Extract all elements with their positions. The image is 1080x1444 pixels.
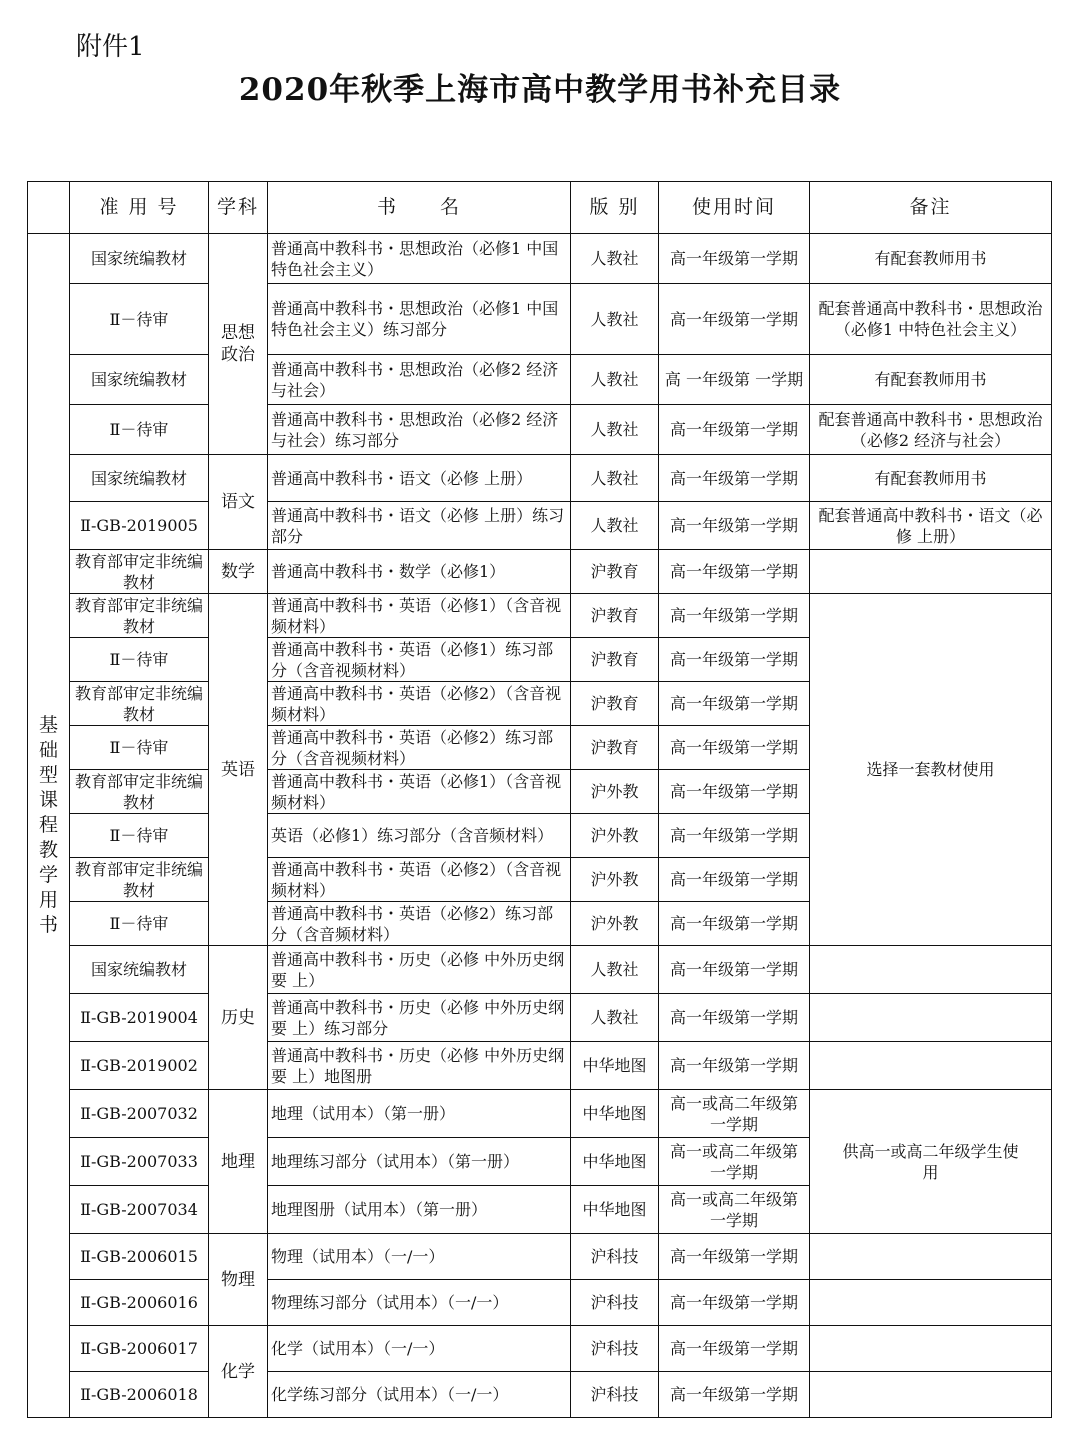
publisher-cell: 沪科技: [571, 1234, 659, 1280]
remarks-cell: 有配套教师用书: [810, 234, 1052, 284]
publisher-cell: 沪教育: [571, 726, 659, 770]
subject-math: 数学: [209, 550, 268, 594]
book-name-cell: 普通高中教科书・英语（必修2）（含音视频材料）: [268, 682, 571, 726]
usage-time-cell: 高一或高二年级第一学期: [659, 1186, 810, 1234]
usage-time-cell: 高一年级第一学期: [659, 284, 810, 355]
subject-politics: 思想政治: [209, 234, 268, 455]
publisher-cell: 沪教育: [571, 594, 659, 638]
table-row: [28, 994, 1052, 1042]
usage-time-cell: 高一或高二年级第一学期: [659, 1090, 810, 1138]
textbook-catalog-table: [27, 181, 1052, 1418]
publisher-cell: 人教社: [571, 355, 659, 405]
remarks-cell: [810, 946, 1052, 994]
subject-english: 英语: [209, 594, 268, 946]
approval-no-cell: 国家统编教材: [70, 234, 209, 284]
approval-no-cell: 教育部审定非统编教材: [70, 770, 209, 814]
remarks-cell: 配套普通高中教科书・语文（必修 上册）: [810, 502, 1052, 550]
usage-time-cell: 高一年级第一学期: [659, 594, 810, 638]
book-name-cell: 化学练习部分（试用本）（一/一）: [268, 1372, 571, 1418]
usage-time-cell: 高一年级第一学期: [659, 502, 810, 550]
usage-time-cell: 高一年级第一学期: [659, 994, 810, 1042]
approval-no-cell: 教育部审定非统编教材: [70, 858, 209, 902]
book-name-cell: 普通高中教科书・英语（必修1）（含音视频材料）: [268, 594, 571, 638]
header-subject: 学科: [209, 182, 268, 234]
book-name-cell: 普通高中教科书・数学（必修1）: [268, 550, 571, 594]
usage-time-cell: 高一年级第一学期: [659, 814, 810, 858]
annex-label: 附件1: [76, 32, 145, 62]
publisher-cell: 人教社: [571, 946, 659, 994]
book-name-cell: 普通高中教科书・思想政治（必修1 中国特色社会主义）练习部分: [268, 284, 571, 355]
usage-time-cell: 高一年级第一学期: [659, 1326, 810, 1372]
book-name-cell: 普通高中教科书・历史（必修 中外历史纲要 上）: [268, 946, 571, 994]
publisher-cell: 沪外教: [571, 814, 659, 858]
table-row: [28, 594, 1052, 638]
usage-time-cell: 高一年级第一学期: [659, 1280, 810, 1326]
usage-time-cell: 高一年级第一学期: [659, 1372, 810, 1418]
book-name-cell: 地理练习部分（试用本）（第一册）: [268, 1138, 571, 1186]
table-row: [28, 1326, 1052, 1372]
table-row: [28, 550, 1052, 594]
header-usage-time: 使用时间: [659, 182, 810, 234]
table-row: [28, 1234, 1052, 1280]
table-row: [28, 946, 1052, 994]
approval-no-cell: 教育部审定非统编教材: [70, 550, 209, 594]
publisher-cell: 沪科技: [571, 1326, 659, 1372]
approval-no-cell: 国家统编教材: [70, 455, 209, 502]
book-name-cell: 普通高中教科书・英语（必修1）（含音视频材料）: [268, 770, 571, 814]
book-name-cell: 普通高中教科书・英语（必修2）（含音视频材料）: [268, 858, 571, 902]
approval-no-cell: Ⅱ-GB-2006017: [70, 1326, 209, 1372]
remarks-cell: [810, 1372, 1052, 1418]
header-remarks: 备注: [810, 182, 1052, 234]
publisher-cell: 沪外教: [571, 902, 659, 946]
header-approval-no: 准 用 号: [70, 182, 209, 234]
remarks-cell: [810, 550, 1052, 594]
publisher-cell: 沪外教: [571, 770, 659, 814]
approval-no-cell: Ⅱ-GB-2019002: [70, 1042, 209, 1090]
book-name-cell: 普通高中教科书・历史（必修 中外历史纲要 上）地图册: [268, 1042, 571, 1090]
remarks-cell: 有配套教师用书: [810, 455, 1052, 502]
approval-no-cell: 国家统编教材: [70, 355, 209, 405]
publisher-cell: 沪教育: [571, 550, 659, 594]
table-row: [28, 284, 1052, 355]
approval-no-cell: Ⅱ－待审: [70, 638, 209, 682]
publisher-cell: 中华地图: [571, 1186, 659, 1234]
publisher-cell: 人教社: [571, 502, 659, 550]
table-row: [28, 455, 1052, 502]
usage-time-cell: 高一年级第一学期: [659, 638, 810, 682]
remarks-cell: [810, 994, 1052, 1042]
usage-time-cell: 高一年级第一学期: [659, 405, 810, 455]
publisher-cell: 人教社: [571, 284, 659, 355]
remarks-cell: [810, 1326, 1052, 1372]
publisher-cell: 人教社: [571, 405, 659, 455]
usage-time-cell: 高一年级第一学期: [659, 946, 810, 994]
approval-no-cell: 教育部审定非统编教材: [70, 682, 209, 726]
publisher-cell: 中华地图: [571, 1090, 659, 1138]
header-publisher: 版 别: [571, 182, 659, 234]
book-name-cell: 化学（试用本）（一/一）: [268, 1326, 571, 1372]
publisher-cell: 沪科技: [571, 1280, 659, 1326]
book-name-cell: 物理练习部分（试用本）（一/一）: [268, 1280, 571, 1326]
book-name-cell: 物理（试用本）（一/一）: [268, 1234, 571, 1280]
approval-no-cell: Ⅱ-GB-2007034: [70, 1186, 209, 1234]
book-name-cell: 普通高中教科书・语文（必修 上册）: [268, 455, 571, 502]
category-cell: [28, 234, 70, 1418]
remarks-cell: [810, 1234, 1052, 1280]
approval-no-cell: Ⅱ－待审: [70, 814, 209, 858]
approval-no-cell: Ⅱ-GB-2007033: [70, 1138, 209, 1186]
subject-geography: 地理: [209, 1090, 268, 1234]
table-row: [28, 502, 1052, 550]
approval-no-cell: Ⅱ－待审: [70, 726, 209, 770]
approval-no-cell: 教育部审定非统编教材: [70, 594, 209, 638]
book-name-cell: 普通高中教科书・英语（必修1）练习部分（含音视频材料）: [268, 638, 571, 682]
header-corner: [28, 182, 70, 234]
approval-no-cell: Ⅱ-GB-2006015: [70, 1234, 209, 1280]
book-name-cell: 普通高中教科书・思想政治（必修1 中国特色社会主义）: [268, 234, 571, 284]
publisher-cell: 人教社: [571, 455, 659, 502]
approval-no-cell: Ⅱ－待审: [70, 902, 209, 946]
usage-time-cell: 高 一年级第 一学期: [659, 355, 810, 405]
subject-history: 历史: [209, 946, 268, 1090]
table-row: [28, 1372, 1052, 1418]
approval-no-cell: Ⅱ-GB-2006016: [70, 1280, 209, 1326]
usage-time-cell: 高一或高二年级第一学期: [659, 1138, 810, 1186]
usage-time-cell: 高一年级第一学期: [659, 1234, 810, 1280]
usage-time-cell: 高一年级第一学期: [659, 550, 810, 594]
book-name-cell: 普通高中教科书・历史（必修 中外历史纲要 上）练习部分: [268, 994, 571, 1042]
publisher-cell: 中华地图: [571, 1138, 659, 1186]
publisher-cell: 沪教育: [571, 682, 659, 726]
remarks-cell: [810, 1042, 1052, 1090]
usage-time-cell: 高一年级第一学期: [659, 770, 810, 814]
publisher-cell: 沪科技: [571, 1372, 659, 1418]
approval-no-cell: Ⅱ-GB-2019005: [70, 502, 209, 550]
approval-no-cell: Ⅱ-GB-2019004: [70, 994, 209, 1042]
approval-no-cell: Ⅱ－待审: [70, 405, 209, 455]
book-name-cell: 普通高中教科书・英语（必修2）练习部分（含音频材料）: [268, 902, 571, 946]
table-row: [28, 355, 1052, 405]
header-row: [28, 182, 1052, 234]
table-row: [28, 405, 1052, 455]
book-name-cell: 普通高中教科书・思想政治（必修2 经济与社会）: [268, 355, 571, 405]
header-book-name: 书 名: [268, 182, 571, 234]
publisher-cell: 沪外教: [571, 858, 659, 902]
book-name-cell: 英语（必修1）练习部分（含音频材料）: [268, 814, 571, 858]
remarks-geography-shared: 供高一或高二年级学生使用: [810, 1090, 1052, 1234]
subject-chemistry: 化学: [209, 1326, 268, 1418]
approval-no-cell: Ⅱ-GB-2006018: [70, 1372, 209, 1418]
usage-time-cell: 高一年级第一学期: [659, 682, 810, 726]
book-name-cell: 地理图册（试用本）（第一册）: [268, 1186, 571, 1234]
remarks-cell: [810, 1280, 1052, 1326]
usage-time-cell: 高一年级第一学期: [659, 234, 810, 284]
approval-no-cell: Ⅱ－待审: [70, 284, 209, 355]
usage-time-cell: 高一年级第一学期: [659, 726, 810, 770]
table-row: [28, 1090, 1052, 1138]
remarks-english-shared: 选择一套教材使用: [810, 594, 1052, 946]
publisher-cell: 人教社: [571, 234, 659, 284]
subject-chinese: 语文: [209, 455, 268, 550]
book-name-cell: 普通高中教科书・语文（必修 上册）练习部分: [268, 502, 571, 550]
usage-time-cell: 高一年级第一学期: [659, 1042, 810, 1090]
publisher-cell: 中华地图: [571, 1042, 659, 1090]
table-row: [28, 234, 1052, 284]
table-row: [28, 1280, 1052, 1326]
book-name-cell: 地理（试用本）（第一册）: [268, 1090, 571, 1138]
usage-time-cell: 高一年级第一学期: [659, 858, 810, 902]
remarks-cell: 配套普通高中教科书・思想政治（必修2 经济与社会）: [810, 405, 1052, 455]
approval-no-cell: Ⅱ-GB-2007032: [70, 1090, 209, 1138]
subject-physics: 物理: [209, 1234, 268, 1326]
publisher-cell: 沪教育: [571, 638, 659, 682]
book-name-cell: 普通高中教科书・英语（必修2）练习部分（含音视频材料）: [268, 726, 571, 770]
usage-time-cell: 高一年级第一学期: [659, 902, 810, 946]
category-label: 基础型课程教学用书: [38, 714, 58, 936]
document-title: 2020年秋季上海市高中教学用书补充目录: [238, 72, 842, 108]
table-row: [28, 1042, 1052, 1090]
book-name-cell: 普通高中教科书・思想政治（必修2 经济与社会）练习部分: [268, 405, 571, 455]
remarks-cell: 配套普通高中教科书・思想政治（必修1 中特色社会主义）: [810, 284, 1052, 355]
publisher-cell: 人教社: [571, 994, 659, 1042]
approval-no-cell: 国家统编教材: [70, 946, 209, 994]
usage-time-cell: 高一年级第一学期: [659, 455, 810, 502]
remarks-cell: 有配套教师用书: [810, 355, 1052, 405]
